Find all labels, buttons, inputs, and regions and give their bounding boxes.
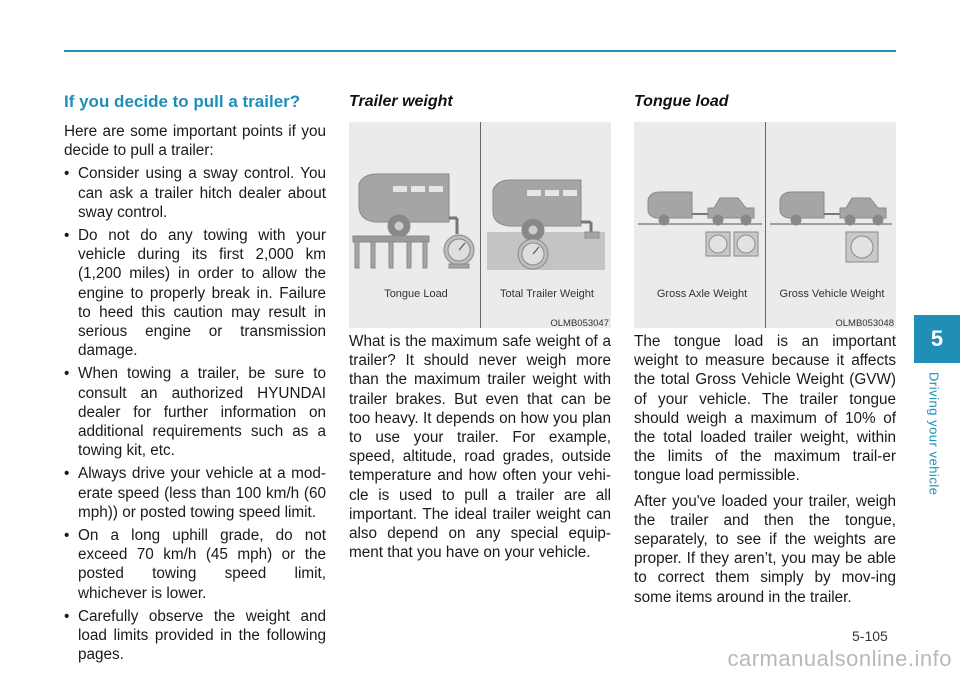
intro-paragraph: Here are some important points if you decide to pull a trailer: xyxy=(64,123,326,160)
chapter-title: Driving your vehicle xyxy=(926,372,942,496)
column-tongue-load xyxy=(634,92,896,611)
section-heading-tongue-load: Tongue load xyxy=(634,93,729,110)
figure-divider xyxy=(765,122,766,328)
chapter-tab xyxy=(914,315,960,363)
towing-tips-list xyxy=(64,164,326,664)
trailer-weight-figure xyxy=(349,122,611,328)
section-heading-pull-trailer: If you decide to pull a trailer? xyxy=(64,92,301,111)
list-item: • Always drive your vehicle at a mod-erate speed (less than 100 km/h (60 mph)) or posted towing speed limit. xyxy=(64,464,326,522)
list-item: • Do not do any towing with your vehicle during its first 2,000 km (1,200 miles) in order to allow the engine to properly break in. Failure to heed this caution may result in serious engine or transmission damage. xyxy=(64,226,326,360)
gross-vehicle-weight-label: Gross Vehicle Weight xyxy=(779,288,885,300)
list-item: • On a long uphill grade, do not exceed 70 km/h (45 mph) or the posted towing speed limit, whichever is lower. xyxy=(64,526,326,603)
figure-code: OLMB053047 xyxy=(550,318,609,329)
watermark: carmanualsonline.info xyxy=(727,646,952,671)
section-heading-trailer-weight: Trailer weight xyxy=(349,93,453,110)
tongue-load-paragraph-2: After you've loaded your trailer, weigh the trailer and then the tongue, separately, to see if the weights are proper. If they aren’t, you may be able to correct them simply by mov-ing some items around in the trailer. xyxy=(634,492,896,606)
column-trailer-weight xyxy=(349,92,611,566)
gross-axle-weight-label: Gross Axle Weight xyxy=(656,288,748,300)
list-item: • Consider using a sway control. You can ask a trailer hitch dealer about sway control. xyxy=(64,164,326,222)
figure-code: OLMB053048 xyxy=(835,318,894,329)
chapter-number: 5 xyxy=(930,326,944,351)
trailer-weight-paragraph: What is the maximum safe weight of a trailer? It should never weigh more than the maximum trailer weight with trailer brakes. But even that can be too heavy. It depends on how you plan to use your trailer. For example, speed, altitude, road grades, outside temperature and how often your vehi-cle is used to pull a trailer are all important. The ideal trailer weight can also depend on any special equip-ment that you have on your vehicle. xyxy=(349,333,611,562)
tongue-load-label: Tongue Load xyxy=(384,288,448,300)
list-item: • Carefully observe the weight and load limits provided in the following pages. xyxy=(64,607,326,665)
figure-divider xyxy=(480,122,481,328)
page-number: 5-105 xyxy=(852,628,888,644)
header-rule xyxy=(64,50,896,52)
total-trailer-weight-label: Total Trailer Weight xyxy=(500,288,594,300)
tongue-load-paragraph-1: The tongue load is an important weight to measure because it affects the total Gross Vehicle Weight (GVW) of your vehicle. The trailer tongue should weigh a maximum of 10% of the total loaded trailer weight, within the limits of the maximum trail-er tongue load permissible. xyxy=(634,333,896,485)
tongue-load-figure xyxy=(634,122,896,328)
column-towing-tips xyxy=(64,92,326,668)
list-item: • When towing a trailer, be sure to consult an authorized HYUNDAI dealer for further information on additional requirements such as a towing kit, etc. xyxy=(64,364,326,460)
